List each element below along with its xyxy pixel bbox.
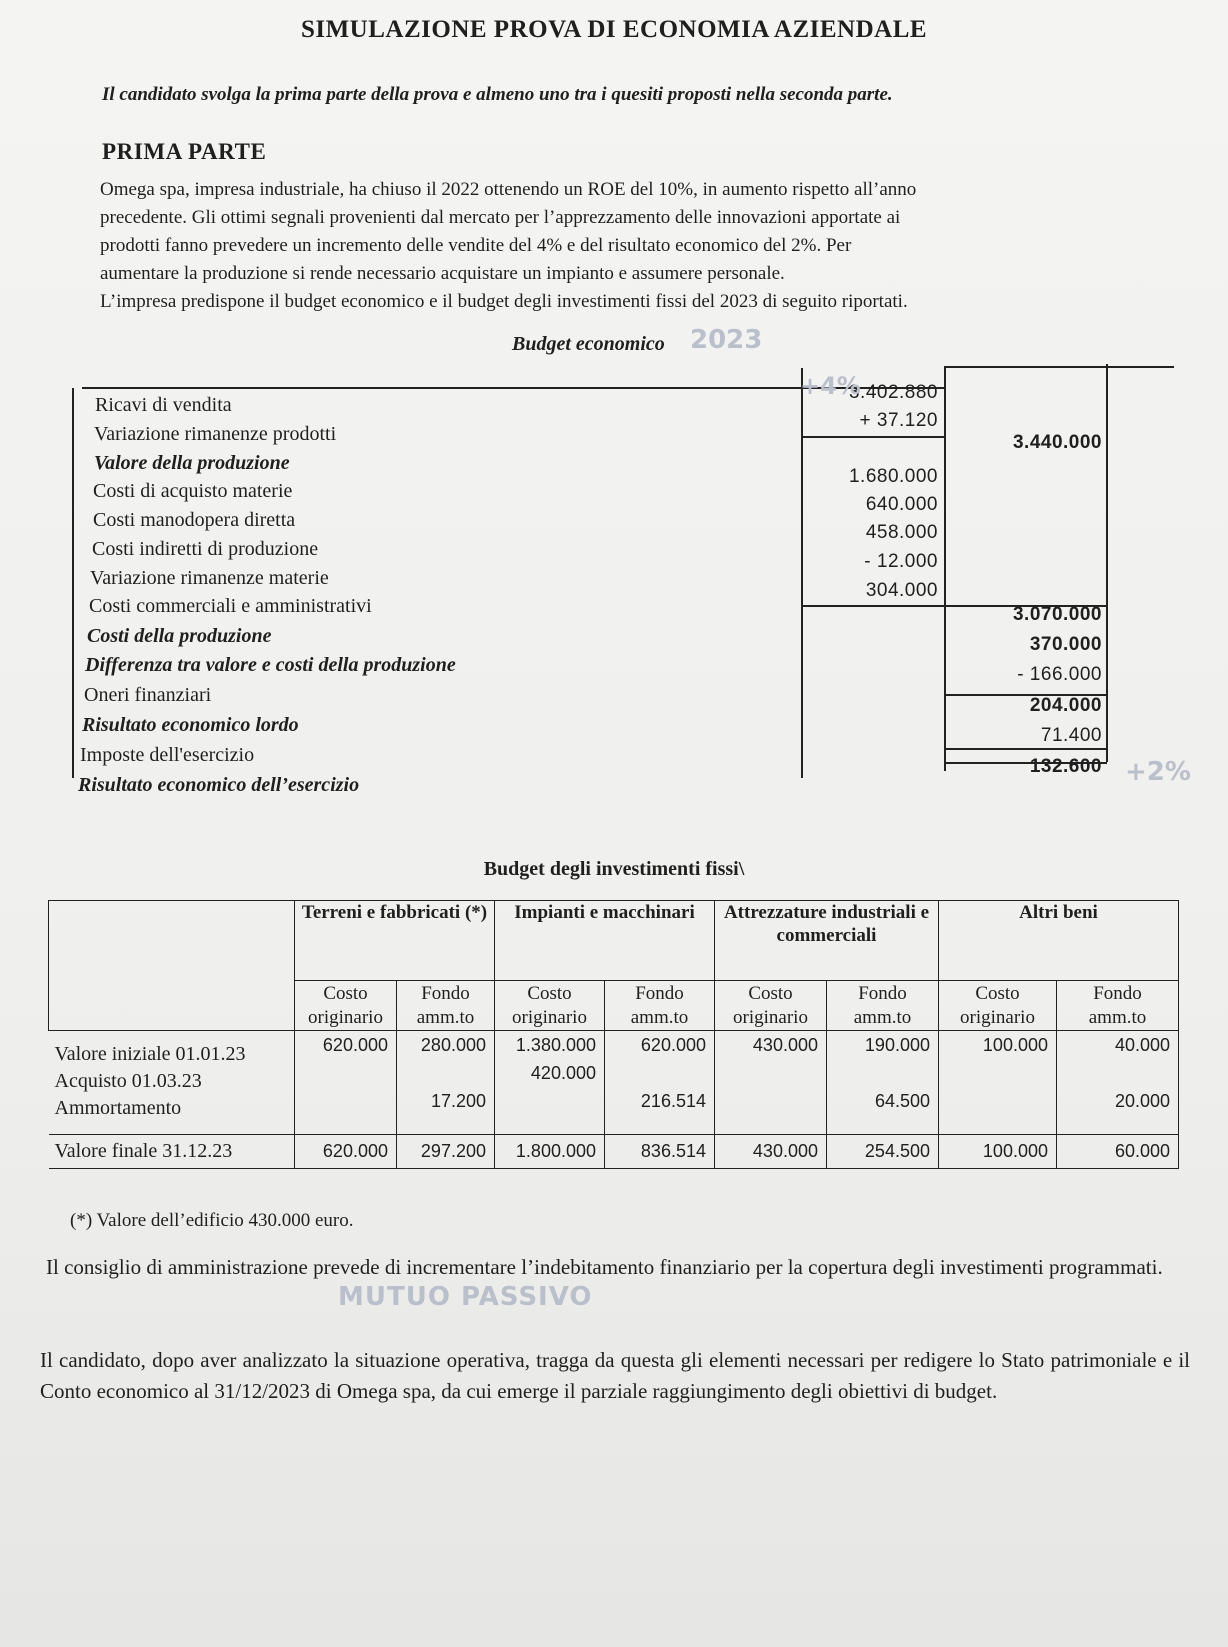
value-cell: + 37.120 <box>859 410 938 431</box>
cell-tf-fondo: 280.000 17.200 <box>397 1031 495 1135</box>
total-cell: - 166.000 <box>1017 664 1102 685</box>
handwritten-year: 2023 <box>690 325 763 355</box>
row-label: Costi commerciali e amministrativi <box>89 595 372 617</box>
row-label: Costi della produzione <box>87 625 272 647</box>
case-paragraph <box>100 176 1090 316</box>
budget-investimenti-caption: Budget degli investimenti fissi\ <box>483 858 745 880</box>
value-cell: 640.000 <box>865 494 938 515</box>
row-label: Valore finale 31.12.23 <box>49 1135 295 1169</box>
group-header: Impianti e macchinari <box>495 901 715 981</box>
final-value: 1.800.000 <box>495 1135 605 1169</box>
total-cell: 132.600 <box>1029 756 1102 777</box>
handwritten-annotation: +4% <box>800 372 861 400</box>
table-footnote: (*) Valore dell’edificio 430.000 euro. <box>70 1210 354 1231</box>
handwritten-note: MUTUO PASSIVO <box>338 1282 593 1312</box>
sub-header: Fondo amm.to <box>827 981 939 1031</box>
budget-economico-table <box>72 370 1112 810</box>
section-title: PRIMA PARTE <box>102 139 267 164</box>
total-cell: 3.070.000 <box>1012 604 1102 625</box>
cell-at-costo: 430.000 <box>715 1031 827 1135</box>
paragraph-line: prodotti fanno prevedere un incremento delle vendite del 4% e del risultato economico del 2%. Per <box>100 235 852 256</box>
row-label: Acquisto 01.03.23 <box>54 1070 202 1092</box>
row-label: Valore della produzione <box>94 452 290 474</box>
task-paragraph: Il candidato, dopo aver analizzato la situazione operativa, tragga da questa gli elementi necessari per redigere lo Stato patrimoniale e il Conto economico al 31/12/2023 di Omega spa, da cui emerge il parziale raggiungimento degli obiettivi di budget. <box>40 1348 1190 1403</box>
value-cell: 3.402.880 <box>848 382 938 403</box>
row-label: Imposte dell'esercizio <box>80 744 255 766</box>
final-value: 100.000 <box>939 1135 1057 1169</box>
value-cell: 304.000 <box>865 580 938 601</box>
total-cell: 370.000 <box>1029 634 1102 655</box>
paragraph-line: precedente. Gli ottimi segnali provenienti dal mercato per l’apprezzamento delle innovazioni apportate ai <box>100 207 901 228</box>
sub-header: Costo originario <box>495 981 605 1031</box>
row-label: Risultato economico lordo <box>82 714 299 736</box>
budget-investimenti-table <box>48 900 1179 1169</box>
final-value: 254.500 <box>827 1135 939 1169</box>
cell-im-fondo: 620.000 216.514 <box>605 1031 715 1135</box>
group-header: Attrezzature industriali e commerciali <box>715 901 939 981</box>
total-cell: 204.000 <box>1029 695 1102 716</box>
budget-economico-caption: Budget economico <box>512 333 665 355</box>
row-label: Costi di acquisto materie <box>93 480 293 502</box>
sub-header: Fondo amm.to <box>1057 981 1179 1031</box>
intro-instruction: Il candidato svolga la prima parte della prova e almeno uno tra i quesiti proposti nella seconda parte. <box>102 84 893 105</box>
row-label: Valore iniziale 01.01.23 <box>54 1043 246 1065</box>
row-label: Differenza tra valore e costi della produzione <box>85 654 456 676</box>
row-labels <box>49 1031 295 1135</box>
financing-paragraph: Il consiglio di amministrazione prevede di incrementare l’indebitamento finanziario per la copertura degli investimenti programmati. <box>46 1255 1163 1279</box>
value-cell: - 12.000 <box>864 551 938 572</box>
document-title: SIMULAZIONE PROVA DI ECONOMIA AZIENDALE <box>300 16 928 43</box>
paragraph-line: Omega spa, impresa industriale, ha chiuso il 2022 ottenendo un ROE del 10%, in aumento rispetto all’anno <box>100 179 917 200</box>
row-label: Oneri finanziari <box>84 684 212 706</box>
row-label: Ricavi di vendita <box>95 394 232 416</box>
value-cell: 458.000 <box>865 522 938 543</box>
row-label: Risultato economico dell’esercizio <box>78 774 360 796</box>
cell-at-fondo: 190.000 64.500 <box>827 1031 939 1135</box>
cell-ab-costo: 100.000 <box>939 1031 1057 1135</box>
sub-header: Fondo amm.to <box>397 981 495 1031</box>
row-label: Costi indiretti di produzione <box>92 538 319 560</box>
cell-ab-fondo: 40.000 20.000 <box>1057 1031 1179 1135</box>
row-label: Costi manodopera diretta <box>93 509 296 531</box>
cell-im-costo: 1.380.000 420.000 <box>495 1031 605 1135</box>
sub-header: Costo originario <box>939 981 1057 1031</box>
row-label: Variazione rimanenze materie <box>90 567 329 589</box>
sub-header: Costo originario <box>295 981 397 1031</box>
total-cell: 3.440.000 <box>1012 432 1102 453</box>
sub-header: Fondo amm.to <box>605 981 715 1031</box>
final-value: 430.000 <box>715 1135 827 1169</box>
row-label: Variazione rimanenze prodotti <box>94 423 337 445</box>
value-cell: 1.680.000 <box>848 466 938 487</box>
sub-header: Costo originario <box>715 981 827 1031</box>
row-label: Ammortamento <box>54 1097 182 1119</box>
paragraph-line: L’impresa predispone il budget economico e il budget degli investimenti fissi del 2023 di seguito riportati. <box>100 291 908 312</box>
handwritten-annotation: +2% <box>1125 757 1191 787</box>
cell-tf-costo: 620.000 <box>295 1031 397 1135</box>
paragraph-line: aumentare la produzione si rende necessario acquistare un impianto e assumere personale. <box>100 263 785 284</box>
group-header: Terreni e fabbricati (*) <box>295 901 495 981</box>
group-header: Altri beni <box>939 901 1179 981</box>
final-value: 60.000 <box>1057 1135 1179 1169</box>
total-cell: 71.400 <box>1040 725 1102 746</box>
final-value: 297.200 <box>397 1135 495 1169</box>
final-value: 836.514 <box>605 1135 715 1169</box>
final-value: 620.000 <box>295 1135 397 1169</box>
